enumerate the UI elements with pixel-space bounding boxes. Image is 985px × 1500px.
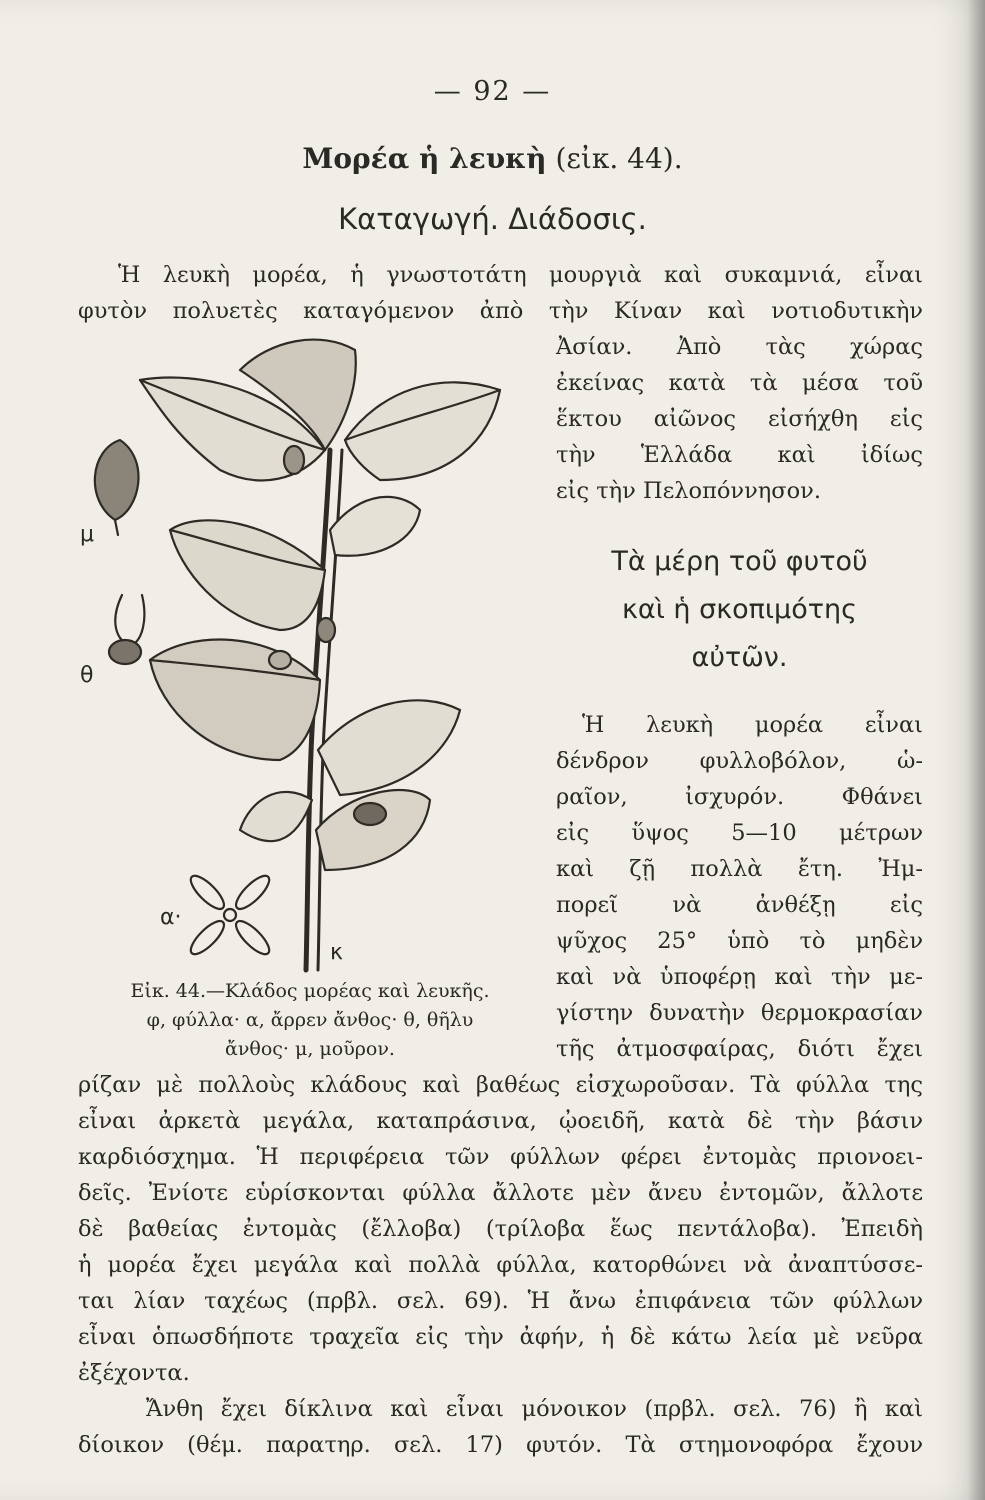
right-col-line: καὶ νὰ ὑποφέρῃ καὶ τὴν με-: [556, 964, 923, 990]
right-col-line: εἰς ὕψος 5—10 μέτρων: [556, 820, 923, 846]
intro-line: Ἡ λευκὴ μορέα, ἡ γνωστοτάτη μουργιὰ καὶ συκαμνιά, εἶναι: [118, 262, 923, 288]
right-col-line: ραῖον, ἰσχυρόν. Φθάνει: [556, 784, 923, 810]
right-col-line: τὴν Ἑλλάδα καὶ ἰδίως: [556, 442, 923, 468]
subtitle: Καταγωγή. Διάδοσις.: [338, 202, 647, 236]
section-heading: αὐτῶν.: [691, 642, 788, 673]
body-line: δίοικον (θέμ. παρατηρ. σελ. 17) φυτόν. Τὰ στημονοφόρα ἔχουν: [78, 1432, 923, 1458]
right-col-line: ἕκτου αἰῶνος εἰσήχθη εἰς: [556, 406, 923, 432]
label-alpha: α·: [160, 905, 182, 930]
body-line: εἶναι ἀρκετὰ μεγάλα, καταπράσινα, ᾠοειδῆ, κατὰ δὲ τὴν βάσιν: [78, 1108, 923, 1134]
intro-line: φυτὸν πολυετὲς καταγόμενον ἀπὸ τὴν Κίναν καὶ νοτιοδυτικὴν: [78, 298, 923, 324]
right-col-line: ἐκείνας κατὰ τὰ μέσα τοῦ: [556, 370, 923, 396]
body-line: καρδιόσχημα. Ἡ περιφέρεια τῶν φύλλων φέρει ἐντομὰς πριονοει-: [78, 1144, 923, 1170]
right-col-line: εἰς τὴν Πελοπόννησον.: [556, 478, 821, 504]
right-col-line: πορεῖ νὰ ἀνθέξῃ εἰς: [556, 892, 923, 918]
label-kappa: κ: [330, 940, 343, 965]
page-number: — 92 —: [433, 76, 552, 107]
right-col-line: γίστην δυνατὴν θερμοκρασίαν: [556, 1000, 923, 1026]
figure-caption-line: ἄνθος· μ, μοῦρον.: [225, 1038, 395, 1060]
body-line: ἡ μορέα ἔχει μεγάλα καὶ πολλὰ φύλλα, κατορθώνει νὰ ἀναπτύσσε-: [78, 1252, 923, 1278]
body-line: ἐξέχοντα.: [78, 1360, 190, 1386]
section-heading: Τὰ μέρη τοῦ φυτοῦ: [611, 546, 868, 577]
title-figure-ref: (εἰκ. 44).: [555, 142, 683, 175]
title-main: Μορέα ἡ λευκὴ: [302, 142, 547, 175]
body-line: ρίζαν μὲ πολλοὺς κλάδους καὶ βαθέως εἰσχωροῦσαν. Τὰ φύλλα της: [78, 1072, 923, 1098]
figure-caption-line: φ, φύλλα· α, ἄρρεν ἄνθος· θ, θῆλυ: [146, 1009, 474, 1031]
figure-caption-line: Εἰκ. 44.—Κλάδος μορέας καὶ λευκῆς.: [130, 980, 490, 1002]
section-heading: καὶ ἡ σκοπιμότης: [622, 594, 857, 625]
figure-drawing: [80, 330, 550, 975]
right-col-line: δένδρον φυλλοβόλον, ὡ-: [556, 748, 923, 774]
body-line: ται λίαν ταχέως (πρβλ. σελ. 69). Ἡ ἄνω ἐπιφάνεια τῶν φύλλων: [78, 1288, 923, 1314]
right-col-line: καὶ ζῇ πολλὰ ἔτη. Ἠμ-: [556, 856, 923, 882]
label-theta: θ: [80, 663, 94, 688]
mulberry-branch-illustration: [80, 330, 550, 975]
right-col-line: Ἀσίαν. Ἀπὸ τὰς χώρας: [556, 334, 923, 360]
label-mu: μ: [80, 522, 94, 547]
body-line: Ἄνθη ἔχει δίκλινα καὶ εἶναι μόνοικον (πρβλ. σελ. 76) ἢ καὶ: [146, 1396, 923, 1422]
body-line: δὲ βαθείας ἐντομὰς (ἔλλοβα) (τρίλοβα ἕως πεντάλοβα). Ἐπειδὴ: [78, 1216, 923, 1242]
body-line: εἶναι ὁπωσδήποτε τραχεῖα εἰς τὴν ἀφήν, ἡ δὲ κάτω λεία μὲ νεῦρα: [78, 1324, 923, 1350]
section-title: [0, 142, 985, 175]
right-col-line: Ἡ λευκὴ μορέα εἶναι: [582, 712, 923, 738]
right-col-line: τῆς ἀτμοσφαίρας, διότι ἔχει: [556, 1036, 923, 1062]
body-line: δεῖς. Ἐνίοτε εὑρίσκονται φύλλα ἄλλοτε μὲν ἄνευ ἐντομῶν, ἄλλοτε: [78, 1180, 923, 1206]
right-col-line: ψῦχος 25° ὑπὸ τὸ μηδὲν: [556, 928, 923, 954]
